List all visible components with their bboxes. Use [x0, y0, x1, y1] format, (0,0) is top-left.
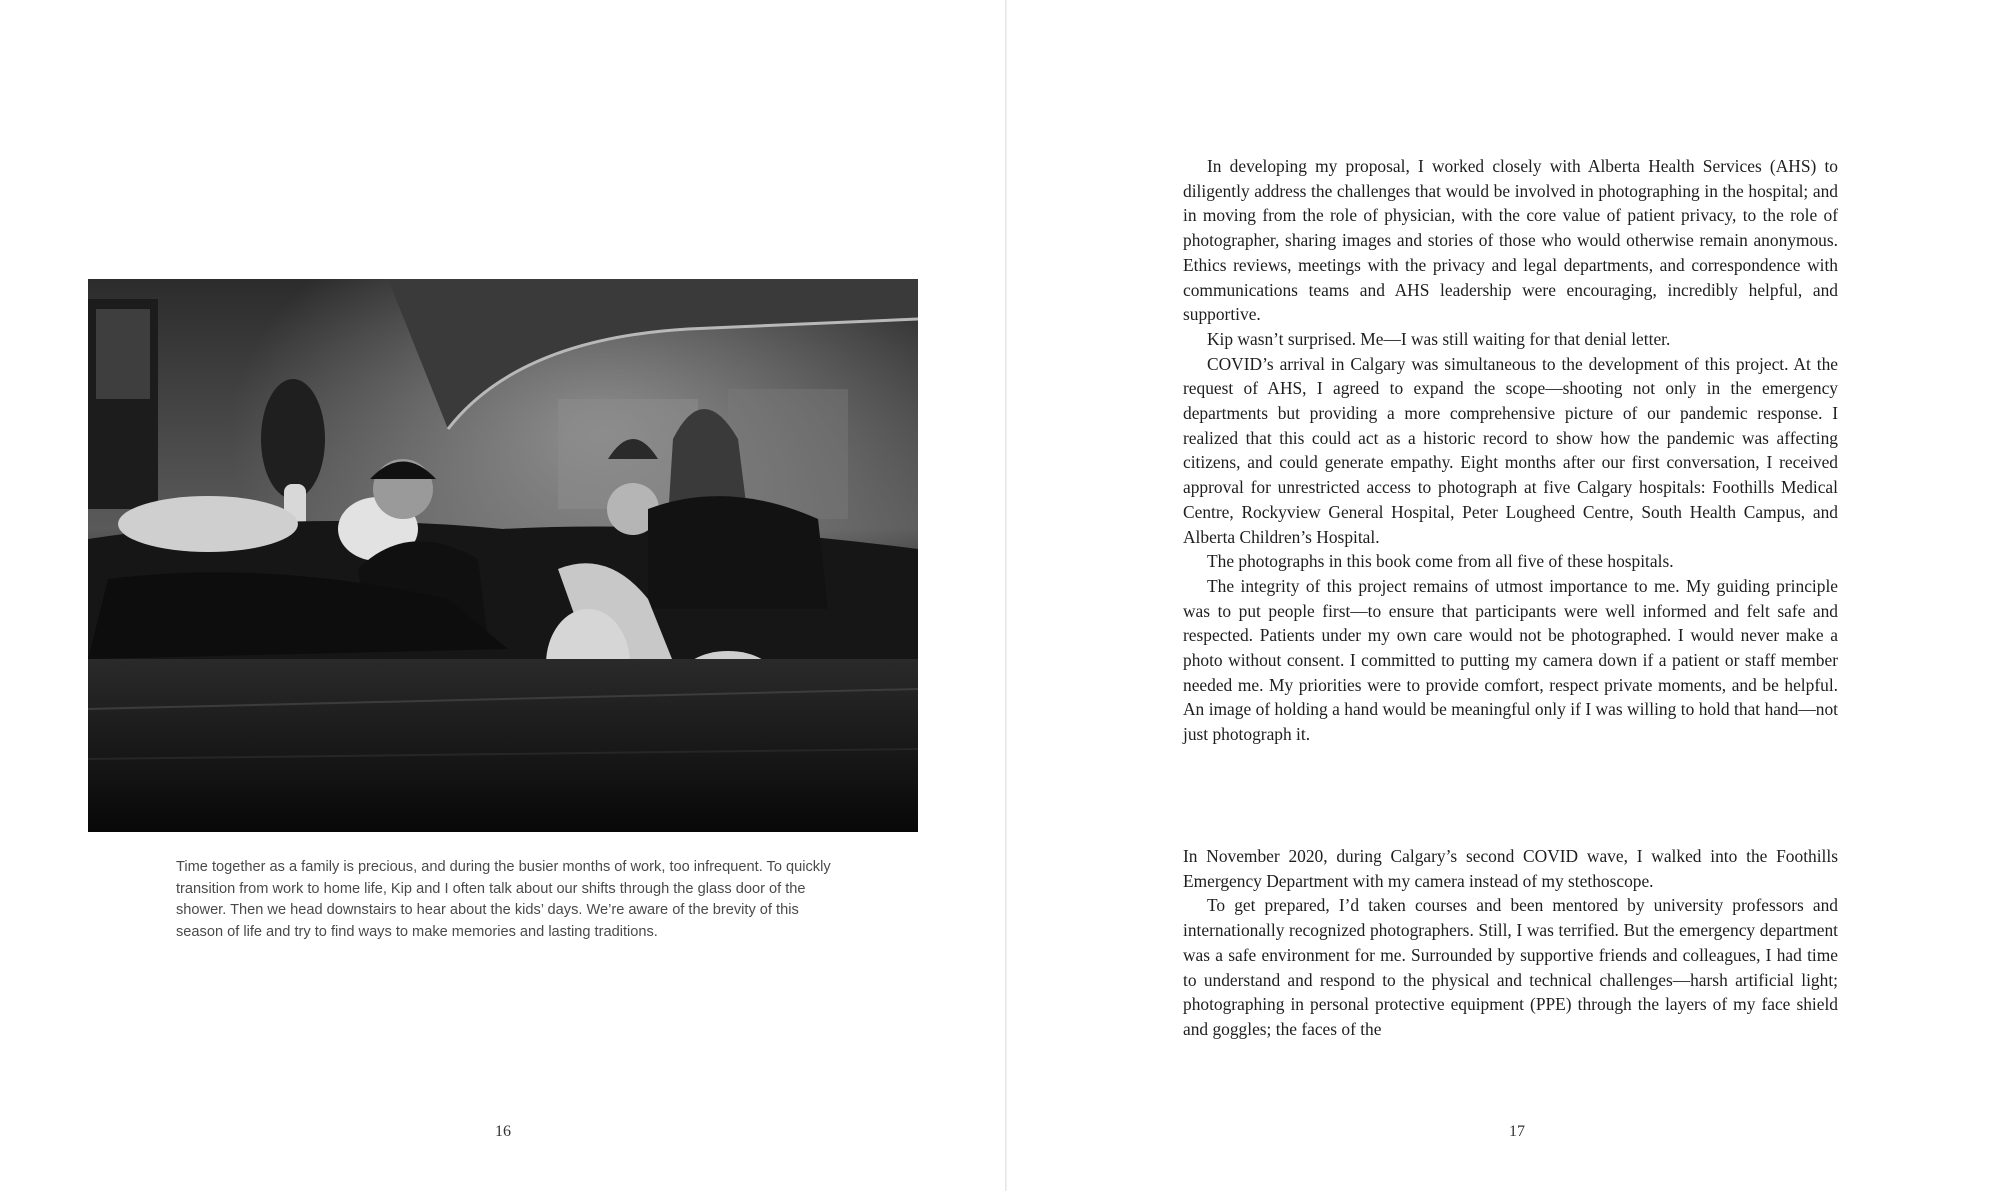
paragraph: Kip wasn’t surprised. Me—I was still waiting for that denial letter. — [1207, 328, 1671, 349]
page-number-left: 16 — [495, 1123, 511, 1140]
paragraph: In developing my proposal, I worked closely with Alberta Health Services (AHS) to diligently address the challenges that would be involved in photographing in the hospital; and in moving from the role of physician, with the core value of patient privacy, to the role of photographer, sharing images and stories of those who would otherwise remain anonymous. Ethics reviews, meetings with the privacy and legal departments, and correspondence with communications teams and AHS leadership were encouraging, incredibly helpful, and supportive. — [1183, 156, 1838, 325]
page-number-right: 17 — [1509, 1123, 1525, 1140]
paragraph: The integrity of this project remains of utmost importance to me. My guiding principle was to put people first—to ensure that participants were well informed and felt safe and respected. Patients under my own care would not be photographed. I would never make a photo without consent. I committed to putting my camera down if a patient or staff member needed me. My priorities were to provide comfort, respect private moments, and be helpful. An image of holding a hand would be meaningful only if I was willing to hold that hand—not just photograph it. — [1183, 575, 1838, 745]
photo-caption: Time together as a family is precious, and during the busier months of work, too infrequent. To quickly transition from work to home life, Kip and I often talk about our shifts through the glass door of the shower. Then we head downstairs to hear about the kids’ days. We’re aware of the brevity of this season of life and try to find ways to make memories and lasting traditions. — [176, 859, 831, 940]
paragraph: In November 2020, during Calgary’s second COVID wave, I walked into the Foothills Emergency Department with my camera instead of my stethoscope. — [1183, 846, 1838, 891]
body-text-bottom — [1183, 844, 1838, 1042]
paragraph: COVID’s arrival in Calgary was simultaneous to the development of this project. At the request of AHS, I agreed to expand the scope—shooting not only in the emergency departments but providing a more comprehensive picture of our pandemic response. I realized that this could act as a historic record to show how the pandemic was affecting citizens, and could generate empathy. Eight months after our first conversation, I received approval for unrestricted access to photograph at five Calgary hospitals: Foothills Medical Centre, Rockyview General Hospital, Peter Lougheed Centre, South Health Campus, and Alberta Children’s Hospital. — [1183, 353, 1838, 547]
body-text-top — [1183, 154, 1838, 747]
paragraph: To get prepared, I’d taken courses and been mentored by university professors and internationally recognized photographers. Still, I was terrified. But the emergency department was a safe environment for me. Surrounded by supportive friends and colleagues, I had time to understand and respond to the physical and technical challenges—harsh artificial light; photographing in personal protective equipment (PPE) through the layers of my face shield and goggles; the faces of the — [1183, 895, 1838, 1039]
right-page — [1007, 0, 2000, 1191]
paragraph: The photographs in this book come from all five of these hospitals. — [1207, 551, 1674, 572]
family-photo — [88, 279, 918, 832]
family-on-couch-photo-icon — [88, 279, 918, 832]
